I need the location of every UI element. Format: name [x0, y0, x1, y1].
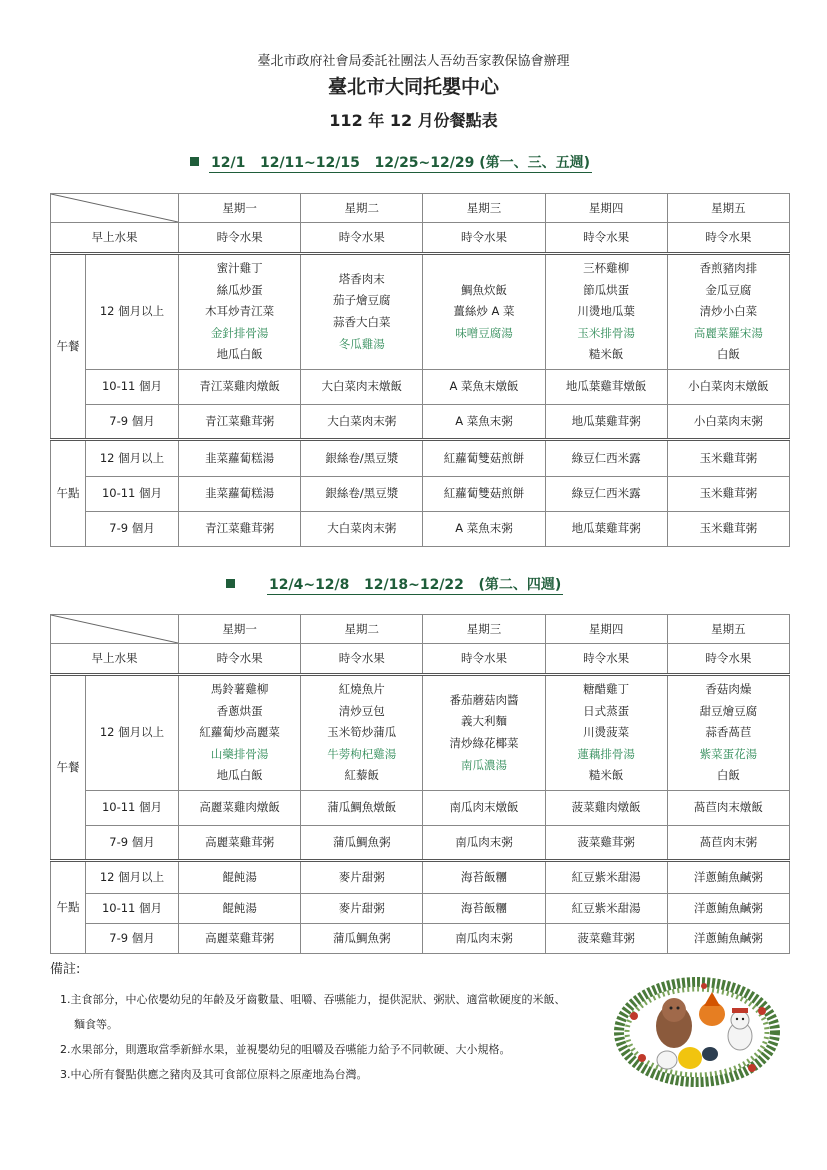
snack-cell: 海苔飯糰 — [423, 893, 545, 923]
lunch-dishes-cell — [179, 675, 301, 791]
weekday-header: 星期三 — [423, 194, 545, 223]
lunch-cell: 地瓜葉雞茸粥 — [545, 404, 667, 439]
snack-cell: 南瓜肉末粥 — [423, 923, 545, 953]
lunch-dishes-cell — [301, 254, 423, 370]
lunch-cell: 大白菜肉末燉飯 — [301, 369, 423, 404]
center-name: 臺北市大同托嬰中心 — [327, 76, 499, 98]
soup-item: 南瓜濃湯 — [460, 757, 507, 772]
dish-item: 三杯雞柳 — [583, 261, 630, 275]
lunch-cell: 小白菜肉末燉飯 — [667, 369, 789, 404]
dish-item: 香蔥烘蛋 — [216, 703, 263, 718]
organization-line: 臺北市政府社會局委託社團法人吾幼吾家教保協會辦理 — [257, 54, 570, 69]
snack-cell: 洋蔥鮪魚鹹粥 — [667, 923, 789, 953]
dish-item: 糖醋雞丁 — [583, 682, 630, 696]
age-label: 10-11 個月 — [86, 369, 179, 404]
lunch-cell: 蒲瓜鯛魚粥 — [301, 825, 423, 860]
age-label: 12 個月以上 — [86, 675, 179, 791]
snack-cell: 韭菜蘿蔔糕湯 — [179, 476, 301, 511]
snack-cell: 洋蔥鮪魚鹹粥 — [667, 860, 789, 893]
menu-table-section1 — [50, 193, 790, 547]
age-label: 7-9 個月 — [86, 825, 179, 860]
age-label: 10-11 個月 — [86, 893, 179, 923]
snack-cell: 銀絲卷/黑豆漿 — [301, 439, 423, 476]
dish-item: 蒜香萵苣 — [705, 725, 752, 740]
snack-cell: 紅豆紫米甜湯 — [545, 860, 667, 893]
dish-item: 清炒豆包 — [338, 703, 385, 718]
snack-cell: 海苔飯糰 — [423, 860, 545, 893]
soup-item: 冬瓜雞湯 — [338, 336, 385, 351]
note-item: 2.水果部分，則選取當季新鮮水果，並視嬰幼兒的咀嚼及吞嚥能力給予不同軟硬、大小規格。 — [60, 1043, 511, 1056]
fruit-cell: 時令水果 — [423, 223, 545, 254]
dish-item: 清炒小白菜 — [699, 304, 758, 319]
soup-item: 高麗菜羅宋湯 — [693, 325, 763, 340]
dish-item: 木耳炒青江菜 — [205, 304, 275, 319]
dish-item: 蜜汁雞丁 — [216, 261, 263, 275]
lunch-dishes-cell — [423, 675, 545, 791]
dish-item: 薑絲炒 A 菜 — [453, 304, 515, 319]
soup-item: 玉米排骨湯 — [577, 325, 635, 340]
snack-cell: 玉米雞茸粥 — [667, 439, 789, 476]
weekday-header: 星期五 — [667, 615, 789, 644]
snack-cell: 綠豆仁西米露 — [545, 476, 667, 511]
lunch-cell: 菠菜雞茸粥 — [545, 825, 667, 860]
age-label: 7-9 個月 — [86, 404, 179, 439]
dish-item: 紅藜飯 — [344, 768, 380, 783]
section2-heading: 12/4~12/8 12/18~12/22 (第二、四週) — [226, 574, 563, 594]
age-label: 12 個月以上 — [86, 860, 179, 893]
fruit-cell: 時令水果 — [301, 644, 423, 675]
age-label: 7-9 個月 — [86, 511, 179, 546]
lunch-cell: A 菜魚末粥 — [423, 404, 545, 439]
snack-cell: 餛飩湯 — [179, 893, 301, 923]
dish-item: 鯛魚炊飯 — [460, 282, 507, 297]
dish-item: 節瓜烘蛋 — [583, 282, 630, 297]
age-label: 12 個月以上 — [86, 439, 179, 476]
dish-item: 日式蒸蛋 — [583, 703, 630, 718]
christmas-wreath-illustration — [612, 976, 782, 1088]
menu-table-section2 — [50, 614, 790, 954]
lunch-cell: 地瓜葉雞茸燉飯 — [545, 369, 667, 404]
dish-item: 玉米筍炒蒲瓜 — [327, 725, 397, 740]
soup-item: 味噌豆腐湯 — [455, 325, 513, 340]
dish-item: 香菇肉燥 — [705, 682, 752, 696]
snack-cell: 紅蘿蔔雙菇煎餅 — [423, 476, 545, 511]
lunch-cell: 青江菜雞茸粥 — [179, 404, 301, 439]
lunch-cell: 高麗菜雞茸粥 — [179, 825, 301, 860]
dish-item: 清炒綠花椰菜 — [449, 735, 519, 750]
dish-item: 糙米飯 — [588, 347, 624, 362]
soup-item: 金針排骨湯 — [210, 325, 269, 340]
fruit-cell: 時令水果 — [179, 644, 301, 675]
dish-item: 紅蘿蔔炒高麗菜 — [199, 725, 280, 740]
snack-cell: 銀絲卷/黑豆漿 — [301, 476, 423, 511]
snack-cell: 高麗菜雞茸粥 — [179, 923, 301, 953]
dish-item: 馬鈴薯雞柳 — [210, 682, 269, 696]
lunch-dishes-cell — [423, 254, 545, 370]
weekday-header: 星期一 — [179, 615, 301, 644]
soup-item: 山藥排骨湯 — [210, 746, 269, 761]
dish-item: 地瓜白飯 — [216, 347, 263, 362]
snack-cell: 菠菜雞茸粥 — [545, 923, 667, 953]
lunch-cell: 菠菜雞肉燉飯 — [545, 790, 667, 825]
weekday-header: 星期二 — [301, 194, 423, 223]
snack-cell: 綠豆仁西米露 — [545, 439, 667, 476]
morning-fruit-label: 早上水果 — [51, 644, 179, 675]
weekday-header: 星期五 — [667, 194, 789, 223]
snack-cell: 餛飩湯 — [179, 860, 301, 893]
soup-item: 牛蒡枸杞雞湯 — [327, 746, 397, 761]
lunch-dishes-cell — [545, 254, 667, 370]
lunch-cell: 小白菜肉末粥 — [667, 404, 789, 439]
dish-item: 塔香肉末 — [338, 271, 385, 286]
dish-item: 糙米飯 — [588, 768, 624, 783]
soup-item: 蓮藕排骨湯 — [577, 746, 635, 761]
lunch-cell: 蒲瓜鯛魚燉飯 — [301, 790, 423, 825]
lunch-label: 午餐 — [51, 675, 86, 861]
snack-cell: 玉米雞茸粥 — [667, 476, 789, 511]
snack-label: 午點 — [51, 860, 86, 953]
dish-item: 香煎豬肉排 — [699, 261, 758, 275]
snack-cell: 麥片甜粥 — [301, 860, 423, 893]
snack-cell: 洋蔥鮪魚鹹粥 — [667, 893, 789, 923]
dish-item: 番茄蘑菇肉醬 — [449, 692, 519, 707]
lunch-label: 午餐 — [51, 254, 86, 440]
fruit-cell: 時令水果 — [545, 644, 667, 675]
dish-item: 蒜香大白菜 — [333, 314, 391, 329]
snack-cell: 青江菜雞茸粥 — [179, 511, 301, 546]
snack-cell: 麥片甜粥 — [301, 893, 423, 923]
lunch-cell: 南瓜肉末燉飯 — [423, 790, 545, 825]
notes-block — [50, 958, 566, 1087]
snack-cell: 紅豆紫米甜湯 — [545, 893, 667, 923]
dish-item: 川燙菠菜 — [583, 725, 630, 740]
snack-cell: 韭菜蘿蔔糕湯 — [179, 439, 301, 476]
lunch-cell: 萵苣肉末粥 — [667, 825, 789, 860]
menu-title: 112 年 12 月份餐點表 — [329, 111, 498, 130]
corner-cell — [51, 194, 179, 223]
snack-cell: 玉米雞茸粥 — [667, 511, 789, 546]
note-item: 3.中心所有餐點供應之豬肉及其可食部位原料之原產地為台灣。 — [60, 1068, 368, 1081]
square-bullet-icon — [226, 579, 235, 588]
lunch-cell: 青江菜雞肉燉飯 — [179, 369, 301, 404]
dish-item: 義大利麵 — [460, 714, 507, 729]
notes-title: 備註: — [50, 962, 81, 977]
age-label: 12 個月以上 — [86, 254, 179, 370]
note-item: 麵食等。 — [74, 1018, 118, 1031]
lunch-dishes-cell — [179, 254, 301, 370]
dish-item: 川燙地瓜葉 — [577, 304, 635, 319]
dish-item: 地瓜白飯 — [216, 768, 263, 783]
lunch-cell: 大白菜肉末粥 — [301, 404, 423, 439]
weekday-header: 星期四 — [545, 194, 667, 223]
fruit-cell: 時令水果 — [545, 223, 667, 254]
lunch-dishes-cell — [667, 254, 789, 370]
snack-cell: 紅蘿蔔雙菇煎餅 — [423, 439, 545, 476]
fruit-cell: 時令水果 — [423, 644, 545, 675]
corner-cell — [51, 615, 179, 644]
dish-item: 紅燒魚片 — [338, 682, 385, 696]
snack-cell: 蒲瓜鯛魚粥 — [301, 923, 423, 953]
snack-cell: 大白菜肉末粥 — [301, 511, 423, 546]
morning-fruit-label: 早上水果 — [51, 223, 179, 254]
age-label: 10-11 個月 — [86, 476, 179, 511]
lunch-cell: 高麗菜雞肉燉飯 — [179, 790, 301, 825]
dish-item: 甜豆燴豆腐 — [699, 703, 758, 718]
lunch-dishes-cell — [667, 675, 789, 791]
dish-item: 絲瓜炒蛋 — [216, 282, 263, 297]
dish-item: 金瓜豆腐 — [705, 282, 752, 297]
fruit-cell: 時令水果 — [667, 644, 789, 675]
snack-label: 午點 — [51, 439, 86, 546]
weekday-header: 星期一 — [179, 194, 301, 223]
dish-item: 茄子燴豆腐 — [333, 293, 391, 308]
dish-item: 白飯 — [716, 768, 740, 783]
snack-cell: 地瓜葉雞茸粥 — [545, 511, 667, 546]
weekday-header: 星期二 — [301, 615, 423, 644]
weekday-header: 星期三 — [423, 615, 545, 644]
lunch-cell: 南瓜肉末粥 — [423, 825, 545, 860]
lunch-cell: 萵苣肉末燉飯 — [667, 790, 789, 825]
soup-item: 紫菜蛋花湯 — [699, 746, 758, 761]
lunch-dishes-cell — [545, 675, 667, 791]
dish-item: 白飯 — [716, 347, 740, 362]
note-item: 1.主食部分，中心依嬰幼兒的年齡及牙齒數量、咀嚼、吞嚥能力，提供泥狀、粥狀、適當軟硬度的米飯、 — [60, 993, 566, 1006]
lunch-dishes-cell — [301, 675, 423, 791]
weekday-header: 星期四 — [545, 615, 667, 644]
square-bullet-icon — [190, 157, 199, 166]
age-label: 10-11 個月 — [86, 790, 179, 825]
fruit-cell: 時令水果 — [667, 223, 789, 254]
lunch-cell: A 菜魚末燉飯 — [423, 369, 545, 404]
age-label: 7-9 個月 — [86, 923, 179, 953]
snack-cell: A 菜魚末粥 — [423, 511, 545, 546]
fruit-cell: 時令水果 — [179, 223, 301, 254]
section1-heading: 12/1 12/11~12/15 12/25~12/29 (第一、三、五週) — [190, 152, 592, 172]
fruit-cell: 時令水果 — [301, 223, 423, 254]
